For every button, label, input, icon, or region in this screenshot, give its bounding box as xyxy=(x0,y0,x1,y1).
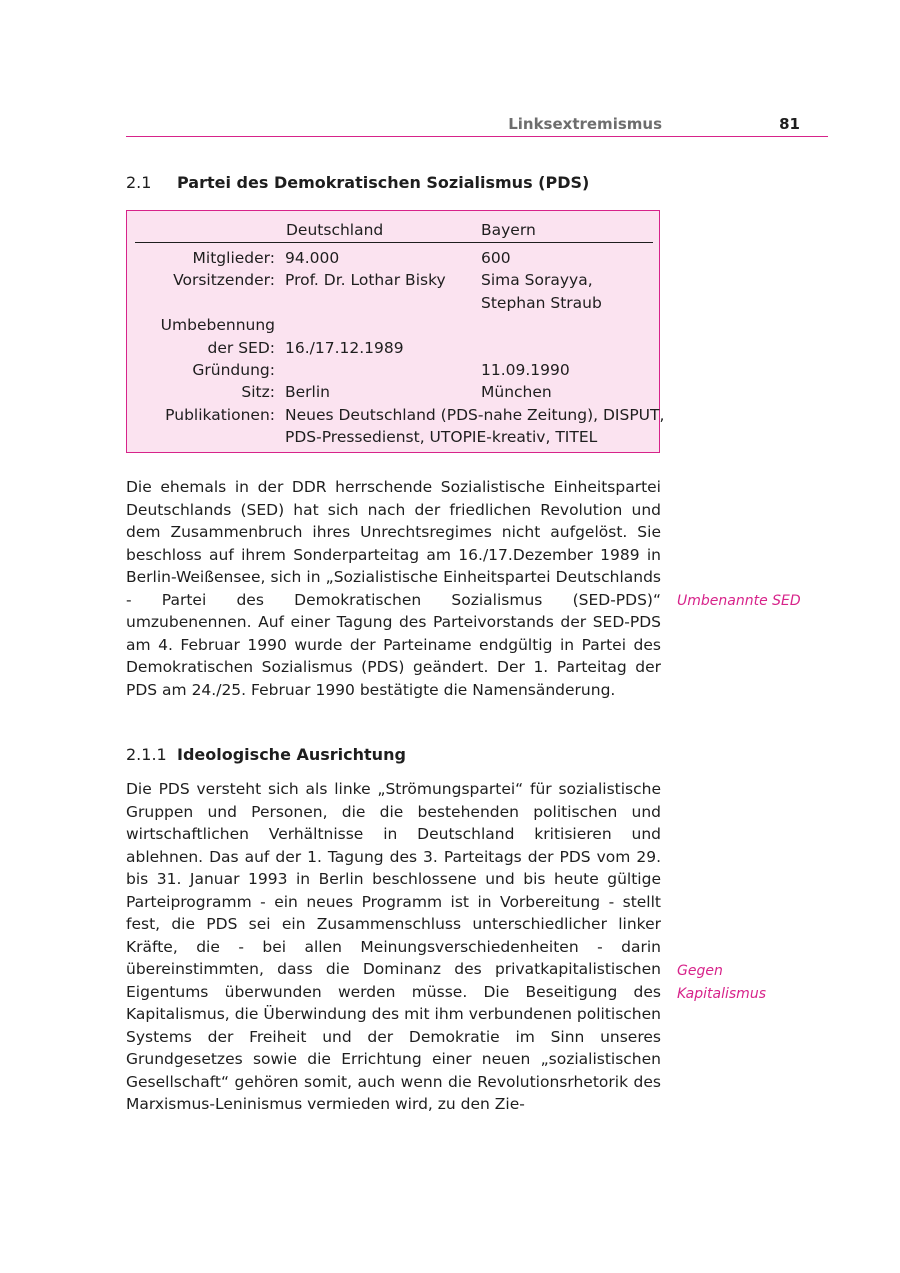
row-label: Sitz: xyxy=(241,383,275,402)
row-vorsitzender-cont xyxy=(127,292,661,314)
publications-line-2: PDS-Pressedienst, UTOPIE-kreativ, TITEL xyxy=(285,428,598,447)
subsection-heading xyxy=(126,745,406,764)
section-heading xyxy=(126,173,589,192)
column-bayern: Bayern xyxy=(481,221,536,239)
section-number: 2.1 xyxy=(126,173,152,192)
info-box-rows xyxy=(127,247,665,449)
row-label: Umbebennung xyxy=(160,316,275,335)
row-value-bayern: Stephan Straub xyxy=(481,293,602,312)
row-umbenennung xyxy=(127,314,661,336)
row-sitz xyxy=(127,381,661,403)
row-label: Mitglieder: xyxy=(192,249,275,267)
margin-note-line: Kapitalismus xyxy=(677,985,766,1002)
info-box-column-header xyxy=(135,219,653,243)
row-value-bayern: München xyxy=(481,383,552,402)
margin-note-umbenannte-sed: Umbenannte SED xyxy=(677,593,801,609)
running-header xyxy=(126,114,828,137)
row-mitglieder xyxy=(127,247,661,269)
page-number: 81 xyxy=(779,115,800,133)
row-value-bayern: 11.09.1990 xyxy=(481,360,570,379)
row-publikationen-cont xyxy=(127,426,661,448)
row-value-deutschland: 94.000 xyxy=(285,249,340,267)
row-value-deutschland: Berlin xyxy=(285,383,330,402)
row-gruendung xyxy=(127,359,661,381)
body-paragraph-sed: Die ehemals in der DDR herrschende Sozialistische Einheitspartei Deutschlands (SED) hat sich nach der friedlichen Revolution und dem Zusammenbruch ihres Unrechtsregimes nicht aufgelöst. Sie beschloss auf ihrem Sonderparteitag am 16./17.Dezember 1989 in Berlin-Weißensee, sich in „Sozialistische Einheitspartei Deutschlands - Partei des Demokratischen Sozialismus (SED-PDS)“ umzubenennen. Auf einer Tagung des Parteivorstands der SED-PDS am 4. Februar 1990 wurde der Parteiname endgültig in Partei des Demokratischen Sozialismus (PDS) geändert. Der 1. Parteitag der PDS am 24./25. Februar 1990 bestätigte die Namensänderung. xyxy=(126,478,661,699)
row-label: der SED: xyxy=(207,338,275,357)
row-vorsitzender xyxy=(127,269,661,291)
row-label: Publikationen: xyxy=(165,405,275,424)
row-value-bayern: 600 xyxy=(481,249,511,267)
margin-note-gegen-kapitalismus xyxy=(677,960,766,1005)
subsection-number: 2.1.1 xyxy=(126,745,167,764)
running-title: Linksextremismus xyxy=(508,115,662,133)
row-value-bayern: Sima Sorayya, xyxy=(481,271,593,290)
row-value-deutschland: Prof. Dr. Lothar Bisky xyxy=(285,271,446,290)
publications-line-1: Neues Deutschland (PDS-nahe Zeitung), DISPUT, xyxy=(285,405,665,424)
column-deutschland: Deutschland xyxy=(286,221,384,239)
body-paragraph-ideology: Die PDS versteht sich als linke „Strömungspartei“ für sozialistische Gruppen und Personen, die die bestehenden politischen und wirtschaftlichen Verhältnisse in Deutschland kritisieren und ablehnen. Das auf der 1. Tagung des 3. Parteitags der PDS vom 29. bis 31. Januar 1993 in Berlin beschlossene und bis heute gültige Parteiprogramm - ein neues Programm ist in Vorbereitung - stellt fest, die PDS sei ein Zusammenschluss unterschiedlicher linker Kräfte, die - bei allen Meinungsverschiedenheiten - darin übereinstimmten, dass die Dominanz des privatkapitalistischen Eigentums überwunden werden müsse. Die Beseitigung des Kapitalismus, die Überwindung des mit ihm verbundenen politischen Systems der Freiheit und der Demokratie im Sinn unseres Grundgesetzes sowie die Errichtung einer neuen „sozialistischen Gesellschaft“ gehören somit, auch wenn die Revolutionsrhetorik des Marxismus-Leninismus vermieden wird, zu den Zie- xyxy=(126,780,661,1113)
row-der-sed xyxy=(127,337,661,359)
subsection-title: Ideologische Ausrichtung xyxy=(177,745,406,764)
margin-note-line: Gegen xyxy=(677,963,723,979)
row-value-deutschland: 16./17.12.1989 xyxy=(285,338,404,357)
row-publikationen xyxy=(127,404,665,426)
row-label: Vorsitzender: xyxy=(173,271,275,290)
party-info-box xyxy=(126,210,665,453)
row-label: Gründung: xyxy=(192,360,275,379)
section-title: Partei des Demokratischen Sozialismus (PDS) xyxy=(177,173,590,192)
